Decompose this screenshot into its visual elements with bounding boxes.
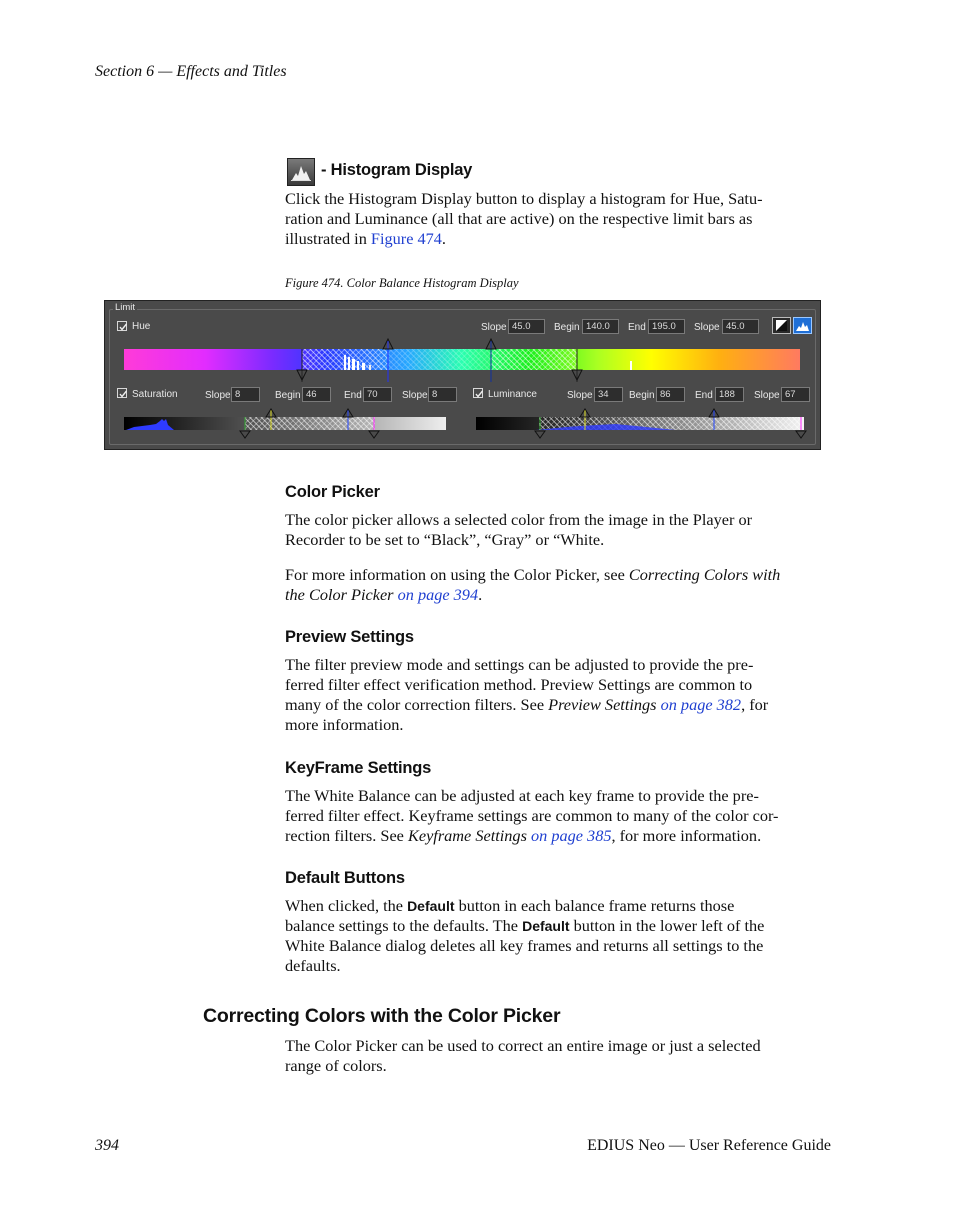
correcting-colors-paragraph: The Color Picker can be used to correct an entire image or just a selected range of colors.: [285, 1036, 761, 1075]
color-picker-heading: Color Picker: [285, 483, 380, 501]
luminance-slope-left-label: Slope: [567, 390, 593, 401]
luminance-begin-field[interactable]: 86: [656, 387, 685, 402]
hue-checkbox[interactable]: [117, 321, 127, 331]
running-header: Section 6 — Effects and Titles: [95, 63, 287, 80]
saturation-end-label: End: [344, 390, 362, 401]
saturation-slope-right-field[interactable]: 8: [428, 387, 457, 402]
hue-begin-label: Begin: [554, 322, 580, 333]
hue-slope-left-field[interactable]: 45.0: [508, 319, 545, 334]
luminance-begin-label: Begin: [629, 390, 655, 401]
hue-slope-right-label: Slope: [694, 322, 720, 333]
page-382-link[interactable]: on page 382: [660, 695, 742, 714]
histogram-display-heading: - Histogram Display: [321, 161, 473, 179]
page-394-link[interactable]: on page 394: [397, 585, 479, 604]
saturation-begin-label: Begin: [275, 390, 301, 401]
page-number: 394: [95, 1137, 119, 1154]
hue-slope-left-label: Slope: [481, 322, 507, 333]
figure-caption: Figure 474. Color Balance Histogram Display: [285, 276, 519, 290]
hue-end-label: End: [628, 322, 646, 333]
invert-view-button[interactable]: [772, 317, 791, 334]
keyframe-settings-paragraph: The White Balance can be adjusted at each key frame to provide the pre- ferred filter effect. Keyframe settings are common to many of the color cor- rection filters. See Keyframe Settings on page 385, for more information.: [285, 786, 779, 845]
hue-slope-right-field[interactable]: 45.0: [722, 319, 759, 334]
color-balance-limit-panel: [104, 300, 821, 450]
hue-label: Hue: [132, 321, 151, 332]
saturation-slope-right-label: Slope: [402, 390, 428, 401]
histogram-icon: [794, 318, 811, 333]
histogram-display-button[interactable]: [793, 317, 812, 334]
color-picker-paragraph: The color picker allows a selected color from the image in the Player or Recorder to be set to “Black”, “Gray” or “White.: [285, 510, 753, 549]
hue-histogram: [124, 337, 800, 382]
saturation-histogram: [124, 405, 446, 439]
page-385-link[interactable]: on page 385: [530, 826, 612, 845]
invert-view-icon: [773, 318, 790, 333]
hue-end-field[interactable]: 195.0: [648, 319, 685, 334]
guide-title: EDIUS Neo — User Reference Guide: [587, 1137, 831, 1154]
saturation-end-field[interactable]: 70: [363, 387, 392, 402]
luminance-label: Luminance: [488, 389, 537, 400]
limit-group-label: Limit: [115, 302, 136, 313]
saturation-label: Saturation: [132, 389, 178, 400]
saturation-slope-left-field[interactable]: 8: [231, 387, 260, 402]
luminance-slope-right-field[interactable]: 67: [781, 387, 810, 402]
correcting-colors-heading: Correcting Colors with the Color Picker: [203, 1005, 561, 1027]
default-buttons-paragraph: When clicked, the Default button in each balance frame returns those balance settings to the defaults. The Default button in the lower left of the White Balance dialog deletes all key frames and returns all settings to the defaults.: [285, 896, 765, 975]
saturation-slope-left-label: Slope: [205, 390, 231, 401]
figure-474-link[interactable]: Figure 474: [370, 229, 442, 248]
luminance-slope-right-label: Slope: [754, 390, 780, 401]
luminance-histogram: [476, 405, 808, 439]
preview-settings-paragraph: The filter preview mode and settings can be adjusted to provide the pre- ferred filter effect verification method. Preview Settings are common to many of the color correction filters. See Preview Settings on page 382, for more information.: [285, 655, 769, 734]
luminance-checkbox[interactable]: [473, 388, 483, 398]
keyframe-settings-heading: KeyFrame Settings: [285, 759, 432, 777]
histogram-icon: [287, 158, 315, 186]
saturation-begin-field[interactable]: 46: [302, 387, 331, 402]
luminance-end-field[interactable]: 188: [715, 387, 744, 402]
luminance-slope-left-field[interactable]: 34: [594, 387, 623, 402]
default-buttons-heading: Default Buttons: [285, 869, 405, 887]
hue-begin-field[interactable]: 140.0: [582, 319, 619, 334]
histogram-display-paragraph: Click the Histogram Display button to display a histogram for Hue, Satu- ration and Luminance (all that are active) on the respective limit bars as illustrated in Figure 474.: [285, 189, 763, 248]
color-picker-more-info: For more information on using the Color Picker, see Correcting Colors with the Color Picker on page 394.: [285, 565, 781, 604]
preview-settings-heading: Preview Settings: [285, 628, 414, 646]
saturation-checkbox[interactable]: [117, 388, 127, 398]
luminance-end-label: End: [695, 390, 713, 401]
